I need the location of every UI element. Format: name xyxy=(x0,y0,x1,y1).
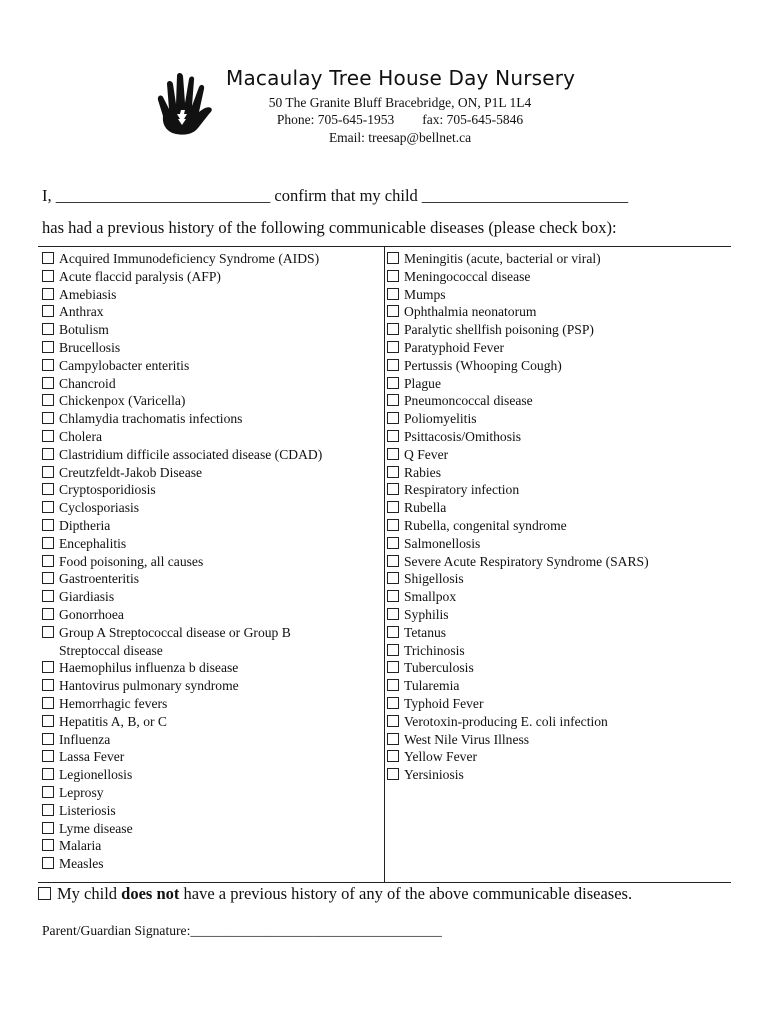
checkbox[interactable] xyxy=(387,359,399,371)
checkbox[interactable] xyxy=(387,323,399,335)
checkbox[interactable] xyxy=(387,608,399,620)
disease-label: Diptheria xyxy=(59,517,111,533)
disease-label: Meningitis (acute, bacterial or viral) xyxy=(404,251,601,266)
disease-item[interactable] xyxy=(41,428,381,446)
disease-label: Gastroenteritis xyxy=(59,571,140,587)
disease-label: Malaria xyxy=(59,838,102,854)
checkbox[interactable] xyxy=(42,572,54,584)
checkbox[interactable] xyxy=(387,519,399,531)
disease-item[interactable] xyxy=(41,713,381,731)
checkbox[interactable] xyxy=(387,572,399,584)
checkbox[interactable] xyxy=(42,626,54,638)
checkbox[interactable] xyxy=(387,394,399,406)
checkbox[interactable] xyxy=(387,715,399,727)
disease-label: Pertussis (Whooping Cough) xyxy=(404,357,562,373)
disease-item[interactable] xyxy=(41,820,381,838)
checkbox[interactable] xyxy=(42,394,54,406)
disease-label: Creutzfeldt-Jakob Disease xyxy=(59,464,203,480)
checkbox[interactable] xyxy=(387,661,399,673)
disease-label: Listeriosis xyxy=(59,802,116,818)
disease-label: Yersiniosis xyxy=(404,767,464,783)
checkbox[interactable] xyxy=(38,887,51,900)
checkbox[interactable] xyxy=(42,822,54,834)
disease-item[interactable] xyxy=(386,624,726,642)
history-statement: has had a previous history of the following communicable diseases (please check box): xyxy=(42,218,617,237)
disease-label: Hemorrhagic fevers xyxy=(59,695,168,711)
disease-label: Tularemia xyxy=(404,678,460,694)
disease-item[interactable] xyxy=(386,321,726,339)
disease-label: Rubella xyxy=(404,500,447,516)
disease-item[interactable] xyxy=(386,642,726,660)
disease-item[interactable] xyxy=(41,695,381,713)
disease-item[interactable] xyxy=(41,464,381,482)
disease-label: Meningococcal disease xyxy=(404,268,531,284)
disease-item[interactable] xyxy=(386,517,726,535)
disease-item[interactable] xyxy=(386,268,726,286)
disease-item[interactable] xyxy=(41,268,381,286)
checkbox[interactable] xyxy=(387,288,399,300)
checkbox[interactable] xyxy=(42,359,54,371)
checkbox[interactable] xyxy=(42,519,54,531)
disease-item[interactable] xyxy=(41,588,381,606)
disease-item[interactable] xyxy=(386,713,726,731)
no-history-suffix: have a previous history of any of the above communicable diseases. xyxy=(179,884,633,903)
checkbox[interactable] xyxy=(387,448,399,460)
disease-item[interactable] xyxy=(386,446,726,464)
disease-column-left xyxy=(41,250,381,873)
checkbox[interactable] xyxy=(42,270,54,282)
checkbox[interactable] xyxy=(42,661,54,673)
disease-label: Lassa Fever xyxy=(59,749,125,765)
disease-label: Trichinosis xyxy=(404,642,465,658)
disease-label: Shigellosis xyxy=(404,571,464,587)
disease-item[interactable] xyxy=(41,837,381,855)
disease-label: Influenza xyxy=(59,731,111,747)
disease-label: Giardiasis xyxy=(59,589,115,605)
disease-item[interactable] xyxy=(386,499,726,517)
checkbox[interactable] xyxy=(42,466,54,478)
disease-label: Paratyphoid Fever xyxy=(404,339,505,355)
disease-item[interactable] xyxy=(41,410,381,428)
disease-item[interactable] xyxy=(41,731,381,749)
disease-item[interactable] xyxy=(386,357,726,375)
disease-item[interactable] xyxy=(41,553,381,571)
disease-label: Hepatitis A, B, or C xyxy=(59,713,167,729)
checkbox[interactable] xyxy=(387,483,399,495)
disease-label: Haemophilus influenza b disease xyxy=(59,660,239,676)
checkbox[interactable] xyxy=(42,448,54,460)
disease-label: Q Fever xyxy=(404,446,449,462)
disease-item[interactable] xyxy=(386,392,726,410)
checkbox[interactable] xyxy=(387,341,399,353)
disease-label: Chickenpox (Varicella) xyxy=(59,393,186,409)
disease-label: Legionellosis xyxy=(59,767,133,783)
checkbox[interactable] xyxy=(42,715,54,727)
address: 50 The Granite Bluff Bracebridge, ON, P1L 1L4 xyxy=(268,95,532,110)
disease-item[interactable] xyxy=(386,588,726,606)
disease-label: Acute flaccid paralysis (AFP) xyxy=(59,268,221,284)
disease-item[interactable] xyxy=(41,286,381,304)
checkbox[interactable] xyxy=(42,323,54,335)
checkbox[interactable] xyxy=(42,590,54,602)
disease-item[interactable] xyxy=(386,606,726,624)
checkbox[interactable] xyxy=(42,377,54,389)
disease-item[interactable] xyxy=(41,499,381,517)
disease-label: Food poisoning, all causes xyxy=(59,553,204,569)
checkbox[interactable] xyxy=(387,750,399,762)
disease-item[interactable] xyxy=(41,802,381,820)
checkbox[interactable] xyxy=(387,305,399,317)
disease-item[interactable] xyxy=(41,339,381,357)
disease-label: Botulism xyxy=(59,322,109,338)
disease-item[interactable] xyxy=(41,535,381,553)
disease-item[interactable] xyxy=(386,731,726,749)
no-history-option[interactable] xyxy=(38,884,632,904)
disease-label: Respiratory infection xyxy=(404,482,520,498)
checkbox[interactable] xyxy=(42,697,54,709)
checkbox[interactable] xyxy=(387,644,399,656)
checkbox[interactable] xyxy=(42,750,54,762)
disease-label: Rubella, congenital syndrome xyxy=(404,517,567,533)
disease-label: Chlamydia trachomatis infections xyxy=(59,411,243,427)
disease-checklist xyxy=(38,246,731,883)
signature-line[interactable]: Parent/Guardian Signature:_____________________________________ xyxy=(42,923,442,938)
disease-item[interactable] xyxy=(41,250,381,268)
checkbox[interactable] xyxy=(387,768,399,780)
disease-item[interactable] xyxy=(386,339,726,357)
checkbox[interactable] xyxy=(387,590,399,602)
disease-item[interactable] xyxy=(41,748,381,766)
checkbox[interactable] xyxy=(42,857,54,869)
disease-label: Paralytic shellfish poisoning (PSP) xyxy=(404,322,594,338)
disease-item[interactable] xyxy=(386,481,726,499)
disease-label: Verotoxin-producing E. coli infection xyxy=(404,713,608,729)
letterhead xyxy=(0,0,770,150)
disease-label: Tuberculosis xyxy=(404,660,474,676)
disease-label: Clastridium difficile associated disease (CDAD) xyxy=(59,446,323,462)
disease-item[interactable] xyxy=(386,250,726,268)
disease-item[interactable] xyxy=(41,446,381,464)
disease-item[interactable] xyxy=(41,357,381,375)
checkbox[interactable] xyxy=(387,430,399,442)
disease-item[interactable] xyxy=(41,481,381,499)
checkbox[interactable] xyxy=(387,697,399,709)
disease-item[interactable] xyxy=(386,570,726,588)
disease-item[interactable] xyxy=(386,748,726,766)
disease-item[interactable] xyxy=(386,410,726,428)
checkbox[interactable] xyxy=(42,288,54,300)
checkbox[interactable] xyxy=(387,501,399,513)
disease-label: Tetanus xyxy=(404,624,447,640)
disease-label: Gonorrhoea xyxy=(59,606,124,622)
checkbox[interactable] xyxy=(387,679,399,691)
disease-label: Salmonellosis xyxy=(404,535,481,551)
checkbox[interactable] xyxy=(42,786,54,798)
checkbox[interactable] xyxy=(42,412,54,424)
disease-label: Plague xyxy=(404,375,441,391)
disease-label: Cyclosporiasis xyxy=(59,500,140,516)
disease-item[interactable] xyxy=(386,677,726,695)
disease-item[interactable] xyxy=(41,855,381,873)
disease-label: Psittacosis/Omithosis xyxy=(404,428,522,444)
disease-item[interactable] xyxy=(41,570,381,588)
checkbox[interactable] xyxy=(42,430,54,442)
disease-item[interactable] xyxy=(41,303,381,321)
disease-item[interactable] xyxy=(386,659,726,677)
disease-item[interactable] xyxy=(41,766,381,784)
disease-item[interactable] xyxy=(386,428,726,446)
disease-label: Anthrax xyxy=(59,304,104,320)
disease-label: Cryptosporidiosis xyxy=(59,482,156,498)
phone: Phone: 705-645-1953 xyxy=(276,112,395,127)
contact-line xyxy=(15,112,770,128)
disease-label: Typhoid Fever xyxy=(404,695,484,711)
disease-item[interactable] xyxy=(41,321,381,339)
disease-item[interactable] xyxy=(41,375,381,393)
disease-label: Mumps xyxy=(404,286,446,302)
checkbox[interactable] xyxy=(42,733,54,745)
disease-label: Campylobacter enteritis xyxy=(59,357,190,373)
disease-item[interactable] xyxy=(41,517,381,535)
no-history-emphasis: does not xyxy=(121,884,180,903)
disease-item[interactable] xyxy=(41,392,381,410)
disease-label: Measles xyxy=(59,856,104,872)
checkbox[interactable] xyxy=(42,341,54,353)
disease-label: Hantovirus pulmonary syndrome xyxy=(59,678,239,694)
checkbox[interactable] xyxy=(387,466,399,478)
checkbox[interactable] xyxy=(42,501,54,513)
column-divider xyxy=(384,247,385,882)
disease-label: Lyme disease xyxy=(59,820,133,836)
disease-label: Rabies xyxy=(404,464,441,480)
checkbox[interactable] xyxy=(387,252,399,264)
disease-label: Group A Streptococcal disease or Group B Streptoccal disease xyxy=(59,624,291,658)
disease-label: Smallpox xyxy=(404,589,457,605)
checkbox[interactable] xyxy=(387,270,399,282)
disease-column-right xyxy=(386,250,726,784)
disease-item[interactable] xyxy=(41,606,381,624)
checkbox[interactable] xyxy=(387,537,399,549)
disease-label: Acquired Immunodeficiency Syndrome (AIDS) xyxy=(59,251,320,266)
disease-item[interactable] xyxy=(386,553,726,571)
disease-item[interactable] xyxy=(386,695,726,713)
disease-item[interactable] xyxy=(386,535,726,553)
checkbox[interactable] xyxy=(42,608,54,620)
disease-label: Cholera xyxy=(59,428,103,444)
disease-label: Amebiasis xyxy=(59,286,117,302)
disease-item[interactable] xyxy=(386,303,726,321)
disease-item[interactable] xyxy=(41,624,381,660)
checkbox[interactable] xyxy=(42,768,54,780)
checkbox[interactable] xyxy=(387,555,399,567)
disease-item[interactable] xyxy=(41,677,381,695)
disease-label: West Nile Virus Illness xyxy=(404,731,530,747)
checkbox[interactable] xyxy=(42,483,54,495)
checkbox[interactable] xyxy=(42,555,54,567)
disease-item[interactable] xyxy=(41,784,381,802)
disease-item[interactable] xyxy=(386,375,726,393)
confirm-statement[interactable]: I, __________________________ confirm that my child _________________________ xyxy=(42,186,629,205)
nursery-name: Macaulay Tree House Day Nursery xyxy=(226,66,576,90)
checkbox[interactable] xyxy=(42,305,54,317)
disease-label: Syphilis xyxy=(404,606,449,622)
no-history-prefix: My child xyxy=(57,884,122,903)
disease-label: Leprosy xyxy=(59,784,104,800)
checkbox[interactable] xyxy=(387,733,399,745)
disease-label: Brucellosis xyxy=(59,339,121,355)
disease-item[interactable] xyxy=(41,659,381,677)
checkbox[interactable] xyxy=(42,252,54,264)
email: Email: treesap@bellnet.ca xyxy=(328,130,472,145)
checkbox[interactable] xyxy=(42,804,54,816)
disease-item[interactable] xyxy=(386,766,726,784)
checkbox[interactable] xyxy=(42,537,54,549)
checkbox[interactable] xyxy=(42,839,54,851)
checkbox[interactable] xyxy=(42,679,54,691)
disease-item[interactable] xyxy=(386,286,726,304)
disease-item[interactable] xyxy=(386,464,726,482)
disease-label: Poliomyelitis xyxy=(404,411,477,427)
disease-label: Pneumoncoccal disease xyxy=(404,393,533,409)
disease-label: Encephalitis xyxy=(59,535,127,551)
fax: fax: 705-645-5846 xyxy=(422,112,524,127)
checkbox[interactable] xyxy=(387,626,399,638)
disease-label: Severe Acute Respiratory Syndrome (SARS) xyxy=(404,553,649,569)
checkbox[interactable] xyxy=(387,377,399,389)
checkbox[interactable] xyxy=(387,412,399,424)
disease-label: Yellow Fever xyxy=(404,749,478,765)
disease-label: Ophthalmia neonatorum xyxy=(404,304,537,320)
disease-label: Chancroid xyxy=(59,375,116,391)
